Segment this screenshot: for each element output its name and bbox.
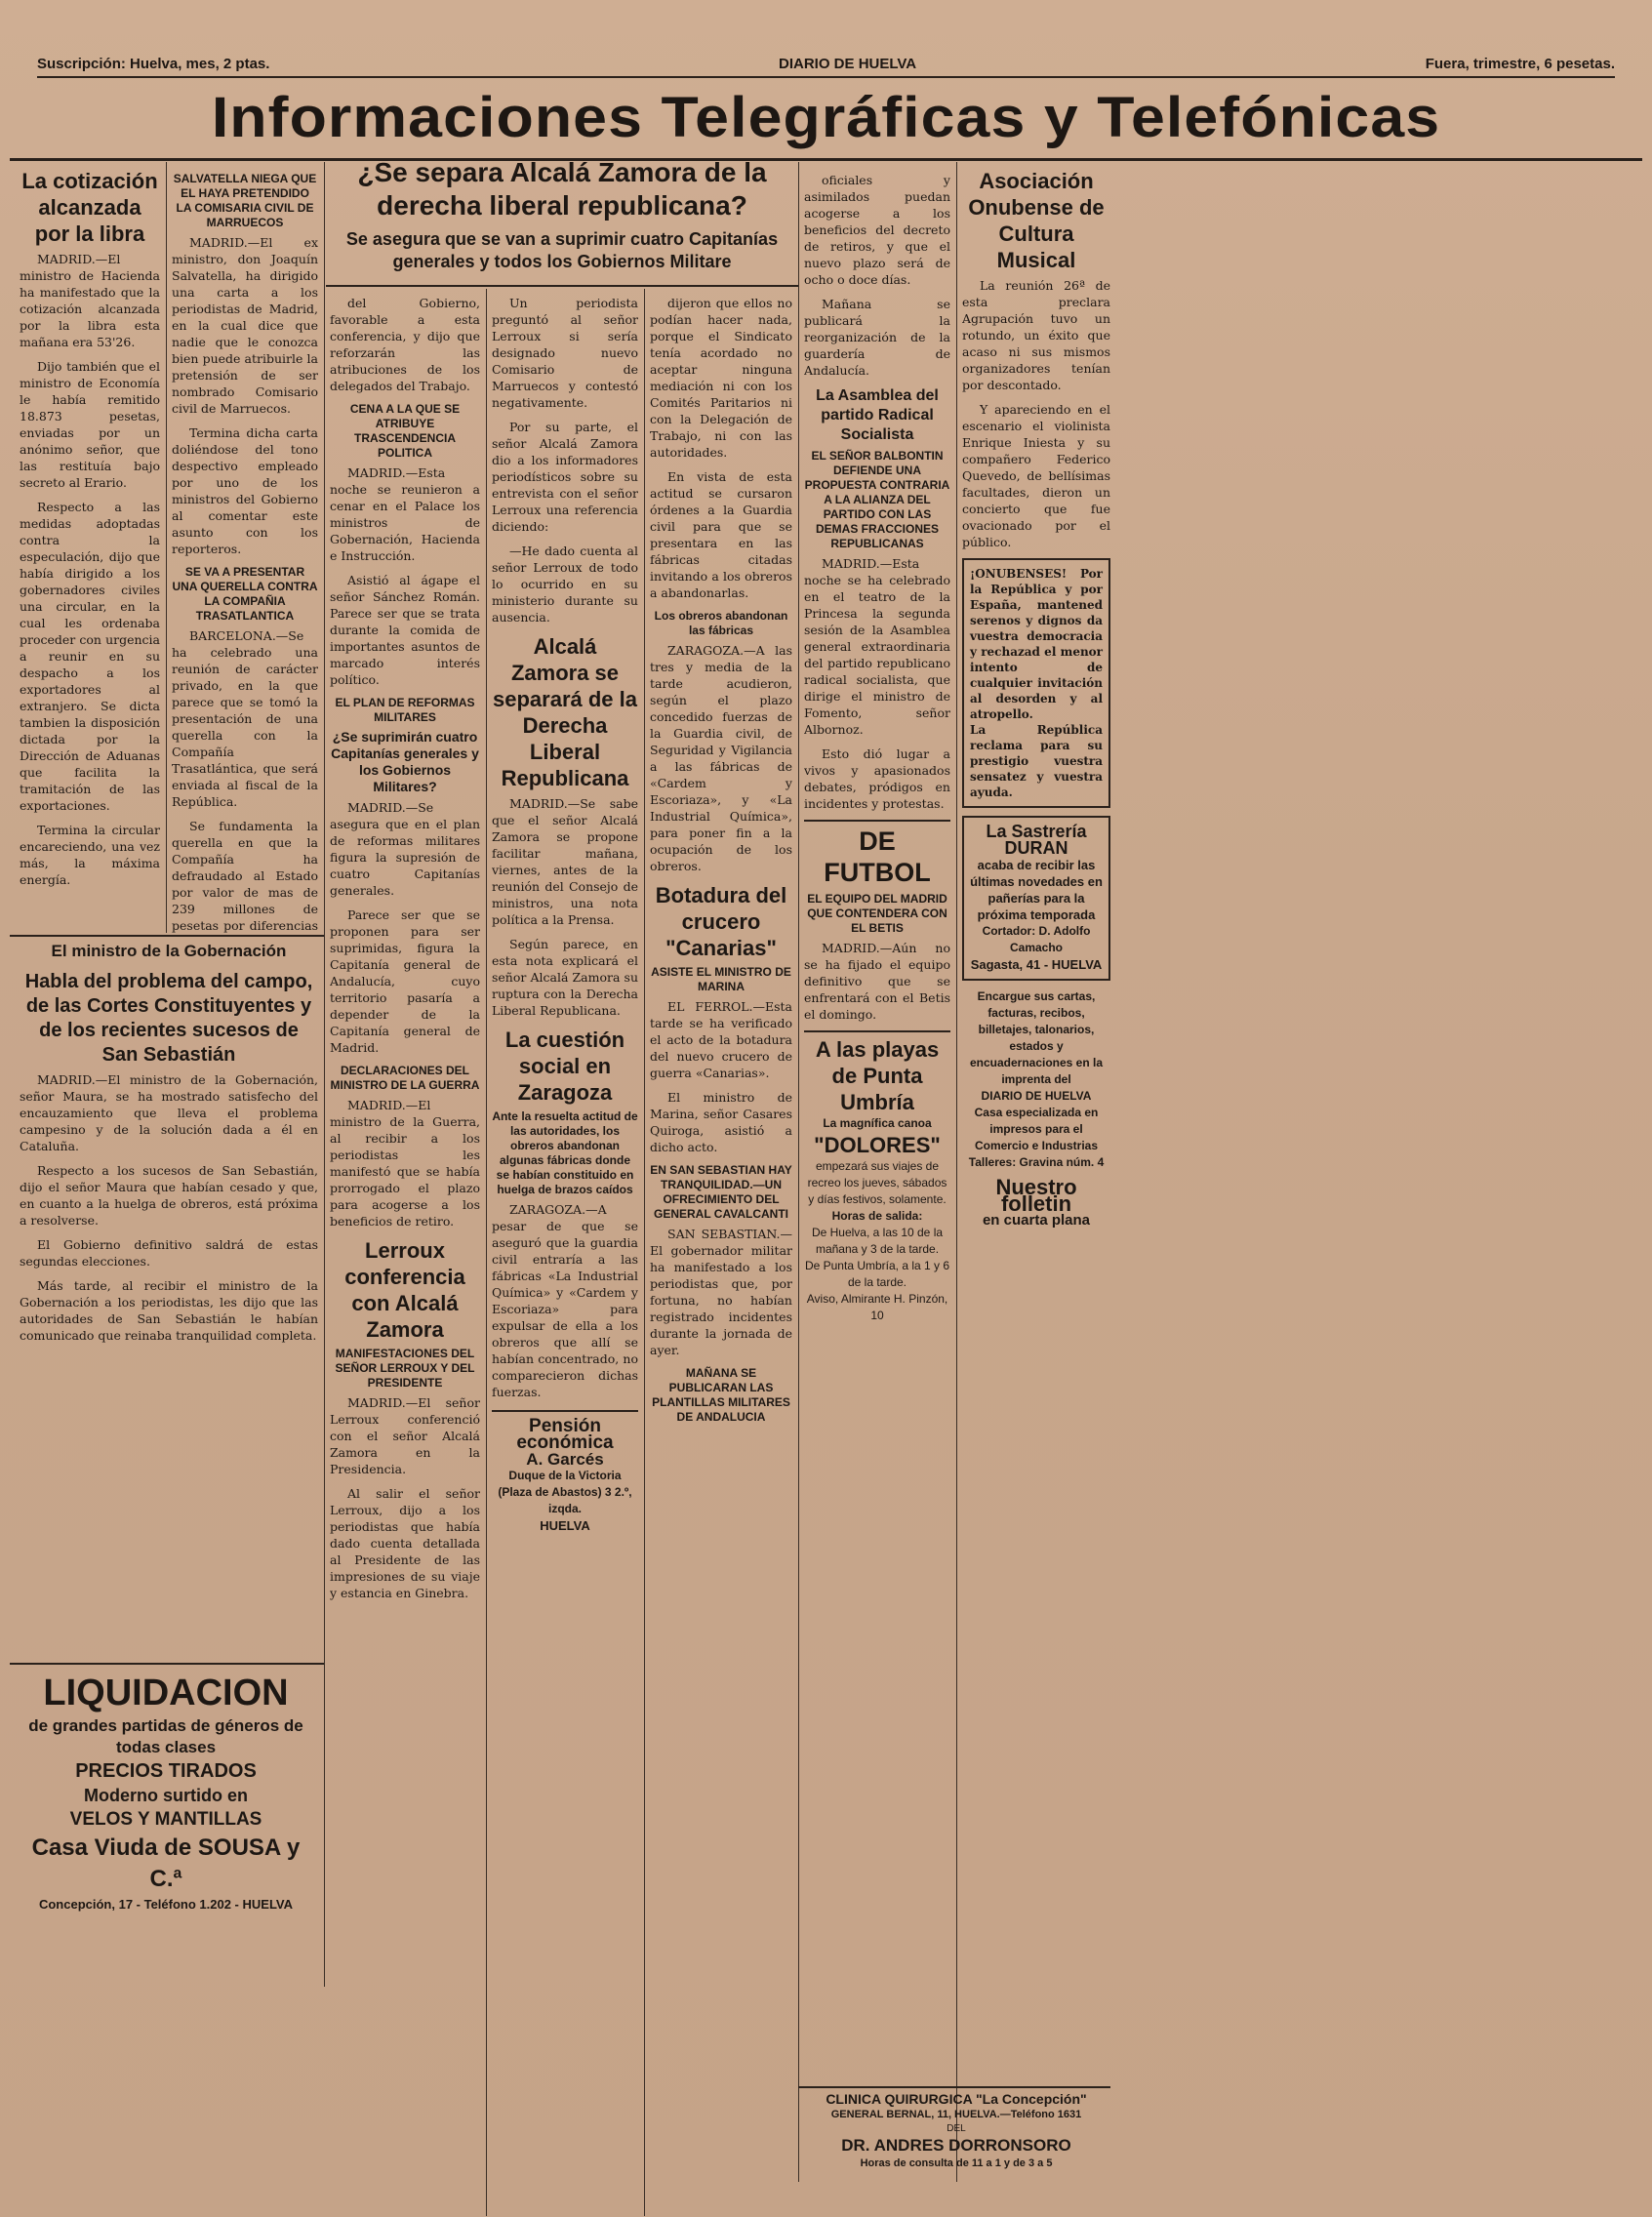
column-center-left: [330, 291, 480, 2106]
subscription-local: Suscripción: Huelva, mes, 2 ptas.: [37, 55, 270, 72]
ad-pension-address: Duque de la Victoria (Plaza de Abastos) 3 2.º, izqda.: [498, 1469, 632, 1515]
column-divider: [956, 162, 957, 2182]
ad-liquidacion-line2: PRECIOS TIRADOS: [75, 1760, 257, 1782]
headline-suprimiran: ¿Se suprimirán cuatro Capitanías generales y los Gobiernos Militares?: [331, 729, 479, 794]
paragraph: dijeron que ellos no podían hacer nada, porque el Sindicato tenía acordado no aceptar ninguna mediación ni con los Comités Paritarios ni con la Delegación de Trabajo, ni con las autoridades.: [650, 296, 792, 460]
section-rule: [798, 2086, 1110, 2088]
headline-plan-reformas: EL PLAN DE REFORMAS MILITARES: [335, 696, 475, 724]
paragraph: MADRID.—Se sabe que el señor Alcalá Zamora se propone facilitar mañana, viernes, antes de la reunión del Consejo de ministros, una nota política a la Prensa.: [492, 796, 638, 927]
ad-canoa-name: "DOLORES": [814, 1133, 941, 1157]
ad-clinica-title: CLINICA QUIRURGICA "La Concepción": [826, 2091, 1087, 2107]
notice-onubenses-text: ¡ONUBENSES! Por la República y por España, mantened serenos y dignos da vuestra democracia y rechazad el menor intento de cualquier invitación al desorden y al atropello.: [970, 567, 1103, 721]
headline-plantillas: MAÑANA SE PUBLICARAN LAS PLANTILLAS MILITARES DE ANDALUCIA: [652, 1366, 790, 1424]
center-rule: [326, 285, 798, 287]
paragraph: Se fundamenta la querella en que la Compañía ha defraudado al Estado por valor de mas de 239 millones de pesetas por diferencias: [172, 819, 318, 933]
ad-sastreria-title: La Sastrería DURAN: [986, 822, 1087, 858]
column-zaragoza: [650, 291, 792, 2208]
paragraph: oficiales y asimilados puedan acogerse a los beneficios del decreto de retiros, y que el nuevo plazo será de ocho o doce días.: [804, 173, 950, 287]
ad-canoa-title: A las playas de Punta Umbría: [815, 1037, 940, 1114]
notice-onubenses: [962, 558, 1110, 808]
ad-liquidacion-line5: Casa Viuda de SOUSA y C.ª: [31, 1834, 301, 1892]
headline-alcala-zamora: ¿Se separa Alcalá Zamora de la derecha liberal republicana?: [357, 157, 767, 221]
section-gobernacion: [20, 941, 318, 1658]
subheadline-zaragoza: Ante la resuelta actitud de las autoridades, los obreros abandonan algunas fábricas donde se habían constituido en huelga de brazos caídos: [492, 1109, 638, 1196]
headline-cena: CENA A LA QUE SE ATRIBUYE TRASCENDENCIA POLITICA: [349, 402, 461, 460]
ad-canoa-hours-1: De Huelva, a las 10 de la mañana y 3 de la tarde.: [811, 1226, 944, 1256]
ad-liquidacion-line4: VELOS Y MANTILLAS: [69, 1809, 262, 1830]
subheadline-capitanias: Se asegura que se van a suprimir cuatro Capitanías generales y todos los Gobiernos Militare: [345, 229, 779, 271]
ad-pension: [492, 1410, 638, 1534]
ad-sastreria-address: Sagasta, 41 - HUELVA: [970, 957, 1103, 972]
ad-canoa-aviso: Aviso, Almirante H. Pinzón, 10: [806, 1292, 948, 1322]
headline-asociacion: Asociación Onubense de Cultura Musical: [968, 169, 1105, 272]
column-center-right: [492, 291, 638, 2208]
subheadline-balbontin: EL SEÑOR BALBONTIN DEFIENDE UNA PROPUESTA CONTRARIA A LA ALIANZA DEL PARTIDO CON LAS DEMAS FRACCIONES REPUBLICANAS: [804, 449, 950, 550]
headline-abandonan: Los obreros abandonan las fábricas: [654, 609, 788, 637]
ad-sastreria-cortador: Cortador: D. Adolfo Camacho: [982, 924, 1091, 954]
paragraph: Por su parte, el señor Alcalá Zamora dio a los informadores periodísticos sobre su entrevista con el señor Lerroux una referencia diciendo:: [492, 420, 638, 534]
paragraph: MADRID.—Aún no se ha fijado el equipo definitivo que se enfrentará con el Betis el domingo.: [804, 941, 950, 1022]
paper-name: DIARIO DE HUELVA: [779, 55, 917, 72]
paragraph: Más tarde, al recibir el ministro de la Gobernación a los periodistas, les dijo que las autoridades de San Sebastián le habían comunicado que reinaba tranquilidad completa.: [20, 1278, 318, 1343]
column-divider: [324, 162, 325, 1987]
paragraph: MADRID.—Esta noche se reunieron a cenar en el Palace los ministros de Gobernación, Hacienda e Instrucción.: [330, 465, 480, 563]
ad-imprenta-name: DIARIO DE HUELVA: [981, 1089, 1092, 1103]
subheadline-lerroux: MANIFESTACIONES DEL SEÑOR LERROUX Y DEL PRESIDENTE: [335, 1347, 475, 1390]
headline-canarias: Botadura del crucero "Canarias": [655, 883, 787, 960]
masthead-title: Informaciones Telegráficas y Telefónicas: [211, 86, 1441, 149]
ad-imprenta: [962, 988, 1110, 1171]
paragraph: Un periodista preguntó al señor Lerroux si sería designado nuevo Comisario de Marruecos y contestó negativamente.: [492, 296, 638, 410]
paragraph: MADRID.—El señor Lerroux conferenció con el señor Alcalá Zamora en la Presidencia.: [330, 1395, 480, 1476]
subheadline-canarias: ASISTE EL MINISTRO DE MARINA: [651, 965, 791, 993]
column-divider: [644, 289, 645, 2216]
folletin-block: [962, 1175, 1110, 1229]
headline-lerroux: Lerroux conferencia con Alcalá Zamora: [344, 1238, 465, 1342]
headline-separara: Alcalá Zamora se separará de la Derecha Liberal Republicana: [493, 634, 637, 790]
paragraph: ZARAGOZA.—A las tres y media de la tarde acudieron, según el plazo concedido fuerzas de la Guardia civil, de Seguridad y Vigilancia a las fábricas de «Cardem y Escoriaza», y «La Industrial Química», para poner fin a la ocupación de los obreros.: [650, 643, 792, 873]
ad-liquidacion-line3: Moderno surtido en: [84, 1786, 248, 1805]
paragraph: El ministro de Marina, señor Casares Quiroga, asistió a dicho acto.: [650, 1090, 792, 1154]
column-divider: [798, 162, 799, 2182]
ad-liquidacion-line6: Concepción, 17 - Teléfono 1.202 - HUELVA: [38, 1897, 294, 1912]
paragraph: MADRID.—El ex ministro, don Joaquín Salvatella, ha dirigido una carta a los periodistas de Madrid, en la cual dice que nadie que le conozca bien puede atribuirle la pretensión de ser nombrado Comisario civil de Marruecos.: [172, 235, 318, 416]
paragraph: SAN SEBASTIAN.—El gobernador militar ha manifestado a los periodistas que, por fortuna, no habían registrado incidentes durante la jornada de ayer.: [650, 1227, 792, 1357]
paragraph: Termina la circular encareciendo, una vez más, la máxima energía.: [20, 823, 160, 887]
ad-imprenta-desc: Casa especializada en impresos para el Comercio e Industrias: [974, 1106, 1099, 1152]
ad-clinica-address: GENERAL BERNAL, 11, HUELVA.—Teléfono 1631: [830, 2109, 1082, 2120]
headline-asamblea: La Asamblea del partido Radical Socialista: [816, 387, 939, 443]
paragraph: Termina dicha carta doliéndose del tono despectivo empleado por uno de los ministros del Gobierno al comentar este asunto con los reporteros.: [172, 425, 318, 556]
paragraph: Esto dió lugar a vivos y apasionados debates, pródigos en incidentes y protestas.: [804, 746, 950, 811]
header-line: [37, 51, 1615, 78]
folletin-sub: en cuarta plana: [982, 1212, 1091, 1229]
column-musical: [962, 168, 1110, 2178]
paragraph: EL FERROL.—Esta tarde se ha verificado el acto de la botadura del nuevo crucero de guerra «Canarias».: [650, 999, 792, 1080]
ad-pension-name: A. Garcés: [526, 1450, 604, 1469]
column-salvatella: [172, 168, 318, 934]
headline-san-sebastian: EN SAN SEBASTIAN HAY TRANQUILIDAD.—UN OFRECIMIENTO DEL GENERAL CAVALCANTI: [650, 1163, 792, 1221]
paragraph: MADRID.—El ministro de Hacienda ha manifestado que la cotización alcanzada por la libra esta mañana era 53'26.: [20, 252, 160, 349]
paragraph: Asistió al ágape el señor Sánchez Román. Parece ser que se trata durante la comida de importantes asuntos de marcado interés político.: [330, 573, 480, 687]
ad-canoa-hours-2: De Punta Umbría, a la 1 y 6 de la tarde.: [804, 1259, 950, 1289]
ad-liquidacion-line1: de grandes partidas de géneros de todas clases: [28, 1716, 303, 1756]
headline-cotizacion: La cotización alcanzada por la libra: [21, 169, 158, 246]
folletin-title: Nuestro folletin: [995, 1175, 1077, 1216]
paragraph: La reunión 26ª de esta preclara Agrupación tuvo un rotundo, un éxito que acaso ni sus mismos organizadores tenían por descontado.: [962, 278, 1110, 392]
paragraph: BARCELONA.—Se ha celebrado una reunión de carácter privado, en la que parece que se tomó la presentación de una querella con la Compañía Trasatlántica, que será enviada al fiscal de la República.: [172, 628, 318, 809]
paragraph: del Gobierno, favorable a esta conferencia, y dijo que reforzarán las atribuciones de los delegados del Trabajo.: [330, 296, 480, 393]
headline-futbol: DE FUTBOL: [804, 820, 950, 888]
ad-liquidacion: [14, 1671, 318, 2178]
ad-pension-city: HUELVA: [540, 1518, 590, 1533]
ad-sastreria-text: acaba de recibir las últimas novedades en pañerías para la próxima temporada: [970, 858, 1103, 922]
column-cotizacion: [20, 168, 160, 934]
headline-gobernacion: El ministro de la Gobernación: [51, 942, 287, 960]
paragraph: El Gobierno definitivo saldrá de estas segundas elecciones.: [20, 1237, 318, 1269]
headline-salvatella: SALVATELLA NIEGA QUE EL HAYA PRETENDIDO LA COMISARIA CIVIL DE MARRUECOS: [173, 172, 317, 229]
paragraph: ZARAGOZA.—A pesar de que se aseguró que la guardia civil entraría a las fábricas «La Industrial Química» y «Cardem y Escoriaza» para expulsar de ella a los obreros que allí se habían concentrado, no comparecieron dichas fuerzas.: [492, 1202, 638, 1399]
paragraph: —He dado cuenta al señor Lerroux de todo lo ocurrido en su ministerio durante su ausencia.: [492, 544, 638, 625]
headline-problema-campo: Habla del problema del campo, de las Cortes Constituyentes y de los recientes sucesos de San Sebastián: [24, 971, 313, 1066]
subscription-outside: Fuera, trimestre, 6 pesetas.: [1425, 55, 1615, 72]
paragraph: Mañana se publicará la reorganización de la guardería de Andalucía.: [804, 297, 950, 378]
paragraph: En vista de esta actitud se cursaron órdenes a la Guardia civil para que se presentara en las fábricas citadas invitando a los obreros a abandonarlas.: [650, 469, 792, 600]
section-rule: [10, 1663, 324, 1665]
ad-clinica-doctor: DR. ANDRES DORRONSORO: [841, 2136, 1071, 2155]
ad-canoa-sub: La magnífica canoa: [823, 1116, 932, 1130]
ad-imprenta-text: Encargue sus cartas, facturas, recibos, billetajes, talonarios, estados y encuadernaciones en la imprenta del: [969, 989, 1104, 1086]
paragraph: Según parece, en esta nota explicará el señor Alcalá Zamora su ruptura con la Derecha Liberal Republicana.: [492, 937, 638, 1018]
subheadline-futbol: EL EQUIPO DEL MADRID QUE CONTENDERA CON EL BETIS: [807, 892, 947, 935]
column-divider: [166, 162, 167, 933]
paragraph: MADRID.—El ministro de la Gobernación, señor Maura, se ha mostrado satisfecho del encauzamiento que lleva el problema campesino y de la solución dada a él en Cataluña.: [20, 1072, 318, 1153]
ad-canoa: [804, 1030, 950, 1324]
paragraph: Dijo también que el ministro de Economía le había remitido 18.873 pesetas, enviadas por un anónimo señor, que las restituía bajo secreto al Erario.: [20, 359, 160, 490]
ad-pension-title: Pensión económica: [516, 1416, 614, 1453]
paragraph: Al salir el señor Lerroux, dijo a los periodistas que había dado cuenta detallada al Presidente de las impresiones de su viaje y estancia en Ginebra.: [330, 1486, 480, 1600]
headline-zaragoza: La cuestión social en Zaragoza: [504, 1028, 625, 1105]
ad-clinica-del: DEL: [947, 2123, 966, 2134]
masthead-rule: [10, 158, 1642, 161]
column-divider: [486, 289, 487, 2216]
ad-clinica: [802, 2090, 1110, 2207]
center-headline-block: [332, 156, 792, 283]
paragraph: Respecto a las medidas adoptadas contra la especulación, dijo que había dirigido a los gobernadores civiles una circular, en la cual les ordenaba proceder con urgencia a reunir en su despacho a los exportadores al extranjero. Se dicta tambien la disposición dictada por la Dirección de Aduanas que facilita la tramitación de las exportaciones.: [20, 500, 160, 813]
paragraph: Parece ser que se proponen para ser suprimidas, figura la Capitanía general de Andalucía, cuyo territorio pasaría a depender de la Capitanía general de Madrid.: [330, 907, 480, 1055]
ad-canoa-hours-label: Horas de salida:: [831, 1209, 923, 1223]
paragraph: MADRID.—Se asegura que en el plan de reformas militares figura la supresión de cuatro Capitanías generales.: [330, 800, 480, 898]
ad-imprenta-address: Talleres: Gravina núm. 4: [968, 1155, 1105, 1169]
ad-clinica-hours: Horas de consulta de 11 a 1 y de 3 a 5: [860, 2157, 1053, 2169]
headline-querella: SE VA A PRESENTAR UNA QUERELLA CONTRA LA COMPAÑIA TRASATLANTICA: [172, 565, 318, 623]
paragraph: Y apareciendo en el escenario el violinista Enrique Iniesta y su compañero Federico Quevedo, de bellísimas facultades, dieron un concierto que fue ovacionado por el público.: [962, 402, 1110, 549]
paragraph: Respecto a los sucesos de San Sebastián, dijo el señor Maura que habían cesado y que, en cuanto a la huelga de obreros, está próxima a resolverse.: [20, 1163, 318, 1228]
paragraph: MADRID.—El ministro de la Guerra, al recibir a los periodistas les manifestó que se había prorrogado el plazo para acogerse a los beneficios de retiro.: [330, 1098, 480, 1229]
notice-onubenses-text-2: La República reclama para su prestigio vuestra sensatez y vuestra ayuda.: [970, 723, 1103, 799]
paragraph: MADRID.—Esta noche se ha celebrado en el teatro de la Princesa la segunda sesión de la Asamblea general extraordinaria del partido republicano radical socialista, que dirige el ministro de Fomento, señor Albornoz.: [804, 556, 950, 737]
column-asamblea: [804, 168, 950, 2178]
ad-liquidacion-title: LIQUIDACION: [43, 1673, 289, 1713]
ad-sastreria: [962, 816, 1110, 981]
headline-declaraciones: DECLARACIONES DEL MINISTRO DE LA GUERRA: [330, 1064, 480, 1092]
section-rule: [10, 935, 324, 937]
ad-canoa-text: empezará sus viajes de recreo los jueves, sábados y días festivos, solamente.: [807, 1159, 947, 1206]
